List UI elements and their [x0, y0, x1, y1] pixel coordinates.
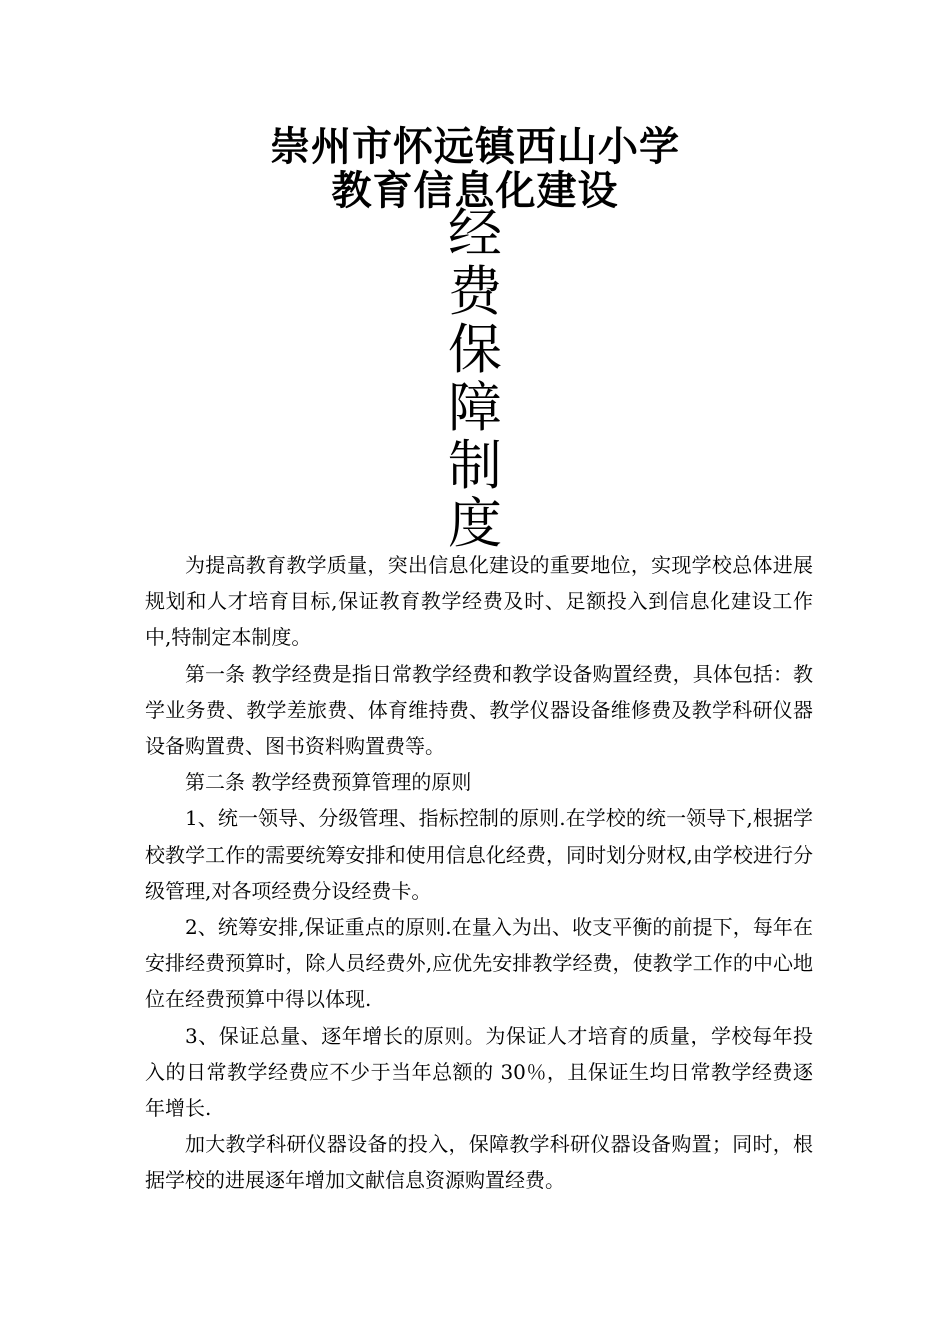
paragraph-article-1: 第一条 教学经费是指日常教学经费和教学设备购置经费，具体包括：教学业务费、教学差旅费、体育维持费、教学仪器设备维修费及教学科研仪器设备购置费、图书资料购置费等。: [145, 661, 813, 759]
vertical-title: [435, 202, 515, 555]
title-line-2: 教育信息化建设: [331, 168, 619, 214]
paragraph-principle-2: 2、统筹安排,保证重点的原则.在量入为出、收支平衡的前提下，每年在安排经费预算时，除人员经费外,应优先安排教学经费，使教学工作的中心地位在经费预算中得以体现.: [145, 915, 813, 1012]
vertical-title-char: 度: [448, 492, 502, 555]
vertical-title-char: 障: [448, 376, 502, 439]
paragraph-article-2: 第二条 教学经费预算管理的原则: [185, 770, 472, 795]
paragraph-principle-3: 3、保证总量、逐年增长的原则。为保证人才培育的质量，学校每年投入的日常教学经费应不少于当年总额的 30％，且保证生均日常教学经费逐年增长.: [145, 1023, 813, 1121]
vertical-title-char: 经: [448, 202, 502, 265]
vertical-title-char: 费: [448, 260, 502, 323]
vertical-title-char: 保: [448, 318, 502, 381]
vertical-title-char: 制: [448, 434, 502, 497]
paragraph-equipment: 加大教学科研仪器设备的投入，保障教学科研仪器设备购置；同时，根据学校的进展逐年增加文献信息资源购置经费。: [145, 1132, 813, 1193]
body-text: [145, 547, 813, 1199]
title-line-1: 崇州市怀远镇西山小学: [270, 124, 680, 170]
paragraph-intro: 为提高教育教学质量，突出信息化建设的重要地位，实现学校总体进展规划和人才培育目标,保证教育教学经费及时、足额投入到信息化建设工作中,特制定本制度。: [145, 553, 813, 650]
paragraph-principle-1: 1、统一领导、分级管理、指标控制的原则.在学校的统一领导下,根据学校教学工作的需要统筹安排和使用信息化经费，同时划分财权,由学校进行分级管理,对各项经费分设经费卡。: [145, 806, 813, 903]
